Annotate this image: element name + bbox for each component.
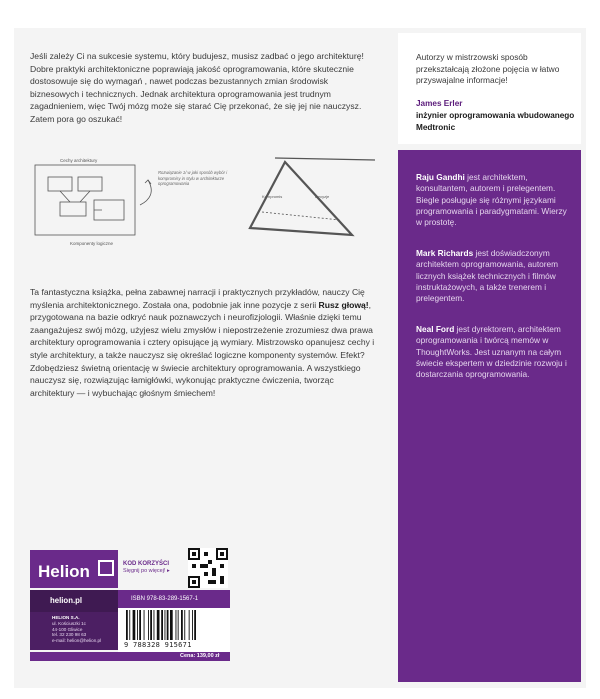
publisher-address (52, 615, 114, 644)
sketch-triangle-left: Kompromis (262, 194, 283, 199)
barcode-stripe (189, 610, 190, 640)
series-name: Rusz głową! (318, 299, 369, 310)
barcode-stripe (126, 610, 128, 640)
barcode-stripe (129, 610, 130, 640)
barcode-stripe (194, 610, 196, 640)
body-text-part2: , przygotowana na bazie odkryć nauk poznawczych i neurofizjologii. Właśnie dzięki temu zaangażujesz swój mózg, użyjesz wielu zmysłów i niepostrzeżenie zrozumiesz dwa prawa architektury oprogramowania i cztery opisujące ją wymiary. Mistrzowsko opanujesz cechy i style architektury, a także nauczysz się określać logiczne komponenty systemów. Efekt? Zdobędziesz świetną orientację w świecie architektury oprogramowania. A wszystkiego nauczysz się, rozwiązując łamigłówki, wykonując praktyczne ćwiczenia, tworząc architektury — i wybuchając głośnym śmiechem! (30, 299, 375, 398)
barcode-stripe (170, 610, 173, 640)
sketch-annotation: Rozwiązanie 1/ w jaki sposób wybór i kompromisy in stylu w architekturze oprogramowania (158, 170, 228, 186)
sketch-triangle-right: Decyzje (315, 194, 330, 199)
isbn: ISBN 978-83-289-1567-1 (131, 596, 199, 602)
barcode-stripe (154, 610, 155, 640)
price: Cena: 139,00 zł (180, 653, 220, 659)
bio-raju-gandhi (416, 172, 574, 228)
barcode-number: 9 788328 915671 (124, 641, 192, 649)
bio-neal-ford (416, 324, 574, 380)
bio-name: Neal Ford (416, 324, 455, 334)
body-paragraph (30, 286, 375, 399)
address-line: e-mail: helion@helion.pl (52, 638, 102, 644)
kod-korzysci-title: KOD KORZYŚCI (123, 561, 170, 567)
barcode-stripe (144, 610, 145, 640)
bio-name: Raju Gandhi (416, 172, 465, 182)
barcode-stripe (192, 610, 193, 640)
barcode-stripe (167, 610, 169, 640)
bio-text: jest architektem, konsultantem, autorem i prelegentem. Biegle posługuje się różnymi językami programowania i paradygmatami. Wierzy w prostotę. (416, 172, 567, 228)
barcode-stripe (181, 610, 183, 640)
address-line: tel. 32 230 98 63 (52, 632, 87, 638)
barcode-stripe (139, 610, 141, 640)
barcode-stripe (176, 610, 177, 640)
intro-paragraph: Jeśli zależy Ci na sukcesie systemu, który budujesz, musisz zadbać o jego architekturę! Dobre praktyki architektoniczne poprawiają jakość oprogramowania, które skutecznie dostosowuje się do wymagań , nawet podczas bezustannych zmian środowisk biznesowych i technicznych. Jednak architektura oprogramowania jest trudnym zagadnieniem, więc Twój mózg może się starać Cię przekonać, że się jej nie nauczysz. Zatem pora go oszukać! (30, 51, 364, 124)
site-link[interactable]: helion.pl (50, 596, 83, 605)
bio-text: jest doświadczonym architektem oprogramowania, autorem licznych książek technicznych i filmów instruktażowych, a także trenerem i prelegentem. (416, 248, 559, 304)
helion-logo: Helion (38, 562, 90, 581)
quote-role: inżynier oprogramowania wbudowanego Medtronic (416, 111, 575, 132)
kod-korzysci-subtitle: Sięgnij po więcej! ▸ (123, 568, 170, 574)
qr-code-icon (188, 548, 228, 588)
architecture-sketch (30, 150, 380, 260)
publisher-name: HELION S.A. (52, 615, 80, 620)
barcode-stripe (148, 610, 149, 640)
quote-author: James Erler (416, 99, 463, 108)
address-line: ul. Kościuszki 1c (52, 620, 86, 626)
sketch-label-bottom: Komponenty logiczne (70, 241, 114, 246)
barcode-stripe (161, 610, 163, 640)
barcode-stripe (137, 610, 138, 640)
barcode-stripe (184, 610, 185, 640)
barcode-stripe (157, 610, 160, 640)
barcode-stripe (165, 610, 166, 640)
bio-panel (398, 150, 581, 682)
body-text-part1: Ta fantastyczna książka, pełna zabawnej narracji i praktycznych przykładów, nauczy Cię myślenia architektonicznego. Została ona, podobnie jak inne pozycje z serii (30, 287, 365, 310)
barcode-stripe (178, 610, 179, 640)
bio-name: Mark Richards (416, 248, 474, 258)
bio-text: jest dyrektorem, architektem oprogramowania i twórcą memów w ThoughtWorks. Jest uznanym na całym świecie ekspertem w dziedzinie rozwoju i dostarczania oprogramowania. (416, 324, 567, 380)
sketch-label-top: Cechy architektury (60, 158, 98, 163)
helion-checkmark-icon (98, 560, 114, 576)
bio-mark-richards (416, 248, 574, 304)
barcode-stripe (133, 610, 136, 640)
barcode-stripe (150, 610, 152, 640)
quote-text: Autorzy w mistrzowski sposób przekształcają złożone pojęcia w łatwo przyswajalne informacje! (416, 52, 560, 85)
sketch-arrow (140, 180, 151, 205)
barcode-icon (124, 610, 224, 640)
address-line: 44-100 Gliwice (52, 626, 83, 632)
